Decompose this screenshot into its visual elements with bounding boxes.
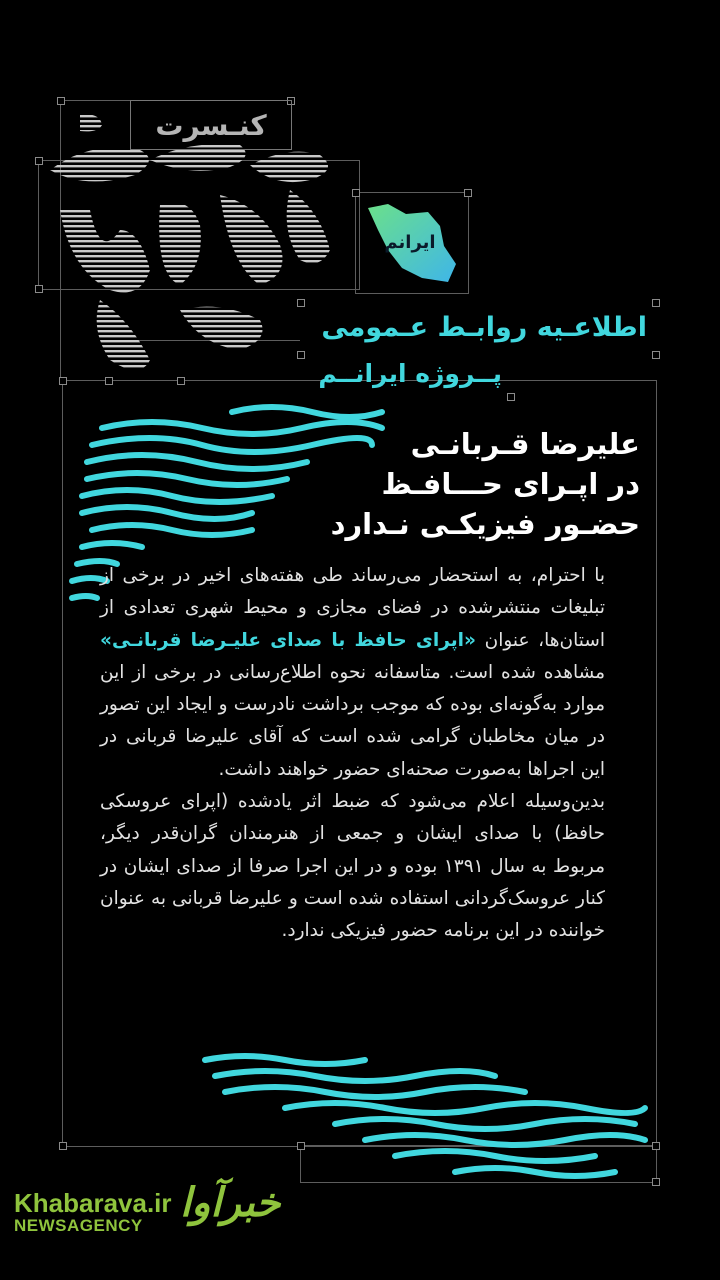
guide-node xyxy=(464,189,472,197)
guide-node xyxy=(59,1142,67,1150)
watermark-newsagency: NEWSAGENCY xyxy=(14,1216,143,1235)
headline-line-2: در اپـرای حـــافـظ xyxy=(381,467,640,501)
watermark-farsi: خبرآوا xyxy=(180,1180,281,1226)
highlighted-title: «اپرای حافظ با صدای علیـرضا قربانـی» xyxy=(100,629,476,651)
headline xyxy=(280,424,640,544)
notice-subtitle: پــروژه ایرانــم xyxy=(318,359,502,388)
headline-line-3: حضـور فیزیکـی نـدارد xyxy=(330,507,640,541)
notice-title: اطلاعـیه روابـط عـمومی xyxy=(321,312,647,343)
statement-paragraph-1: با احترام، به استحضار می‌رساند طی هفته‌های اخیر در برخی از تبلیغات منتشرشده در فضای مجازی و محیط شهری تعدادی از استان‌ها، عنوان «اپرای حافظ با صدای علیـرضا قربانـی» مشاهده شده است. متاسفانه نحوه اطلاع‌رسانی در برخی از این موارد به‌گونه‌ای بوده که موجب برداشت نادرست و ایجاد این تصور در میان مخاطبان گرامی شده است که آقای علیرضا قربانی در این اجراها به‌صورت صحنه‌ای حضور خواهند داشت. xyxy=(100,565,605,780)
headline-line-1: علیرضا قـربانـی xyxy=(410,427,640,461)
watermark-latin: Khabarava.ir xyxy=(14,1188,172,1218)
guide-node xyxy=(57,97,65,105)
statement-body xyxy=(100,560,605,948)
concert-label: کنـسرت xyxy=(130,100,292,150)
wave-decoration-bottom xyxy=(195,1050,665,1180)
project-logo-text: ایرانم xyxy=(384,232,436,253)
statement-paragraph-2: بدین‌وسیله اعلام می‌شود که ضبط اثر یادشده (اپرای عروسکی حافظ) با صدای ایشان و جمعی از هنرمندان گران‌قدر دیگر، مربوط به سال ۱۳۹۱ بوده و در این اجرا صرفا از صدای ایشان در کنار عروسک‌گردانی استفاده شده است و علیرضا قربانی به عنوان خواننده در این برنامه حضور فیزیکی ندارد. xyxy=(100,791,605,942)
